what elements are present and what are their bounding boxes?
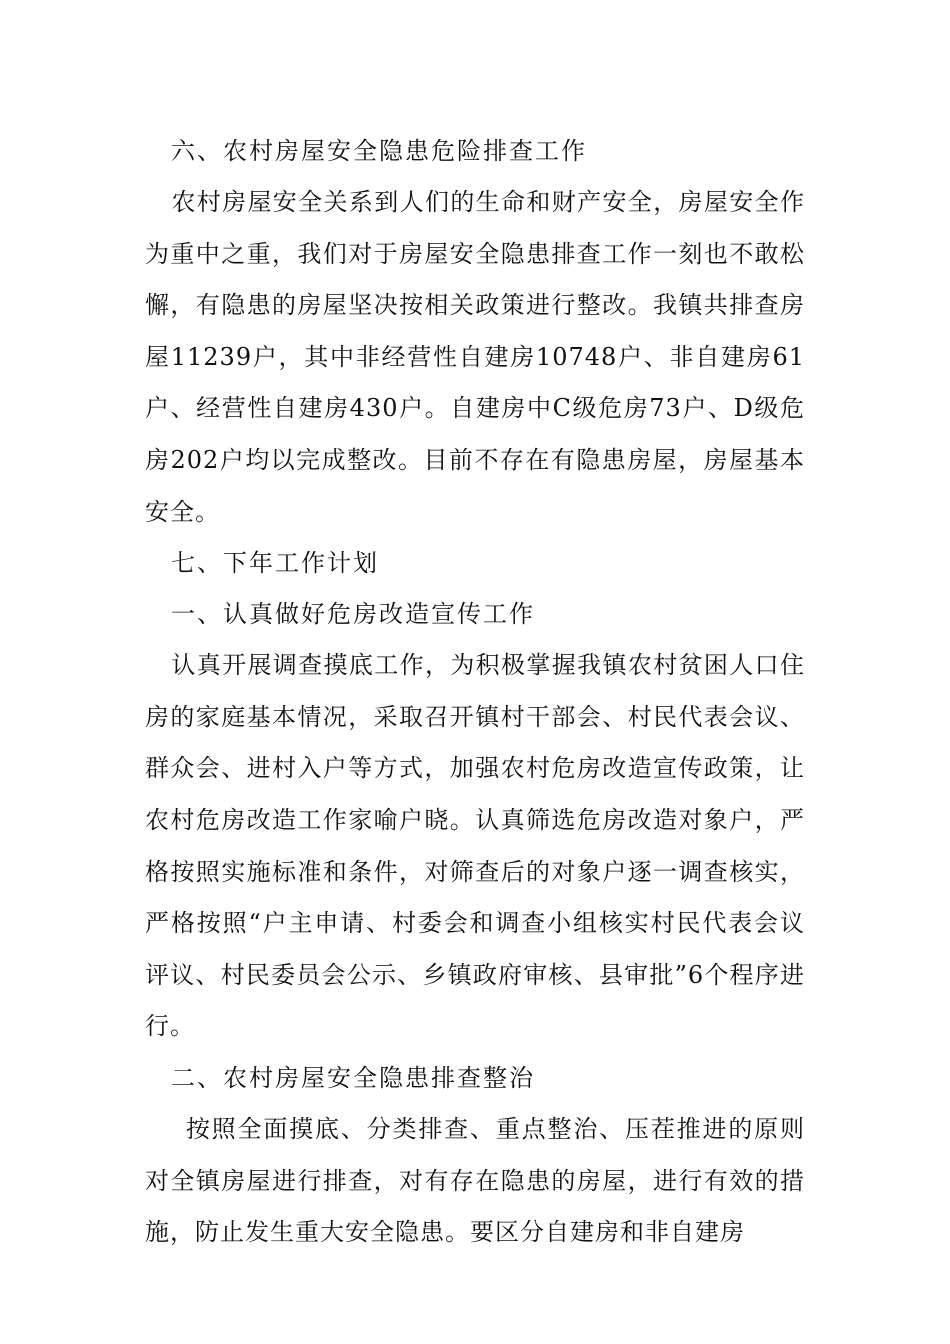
section-heading-6: 六、农村房屋安全隐患危险排查工作 [171,137,587,165]
subsection-heading-rectification: 二、农村房屋安全隐患排查整治 [171,1063,535,1092]
paragraph-text: 农村房屋安全关系到人们的生命和财产安全，房屋安全作为重中之重，我们对于房屋安全隐患排查工作一刻也不敢松懈，有隐患的房屋坚决按相关政策进行整改。我镇共排查房屋11239户，其中非经营性自建房10748户、非自建房61户、经营性自建房430户。自建房中C级危房73户、D级危房202户均以完成整改。目前不存在有隐患房屋，房屋基本安全。 [145,188,805,526]
subsection-heading-publicity: 一、认真做好危房改造宣传工作 [171,600,535,629]
document-body [145,126,805,1259]
paragraph-publicity [145,640,805,1053]
paragraph-housing-safety [145,177,805,538]
paragraph-text: 认真开展调查摸底工作，为积极掌握我镇农村贫困人口住房的家庭基本情况，采取召开镇村干部会、村民代表会议、群众会、进村入户等方式，加强农村危房改造宣传政策，让农村危房改造工作家喻户晓。认真筛选危房改造对象户，严格按照实施标准和条件，对筛查后的对象户逐一调查核实，严格按照“户主申请、村委会和调查小组核实村民代表会议评议、村民委员会公示、乡镇政府审核、县审批”6个程序进行。 [145,651,805,1041]
paragraph-text: 按照全面摸底、分类排查、重点整治、压茬推进的原则对全镇房屋进行排查，对有存在隐患的房屋，进行有效的措施，防止发生重大安全隐患。要区分自建房和非自建房 [145,1114,805,1247]
paragraph-rectification [145,1104,805,1259]
section-heading-7: 七、下年工作计划 [171,549,379,578]
